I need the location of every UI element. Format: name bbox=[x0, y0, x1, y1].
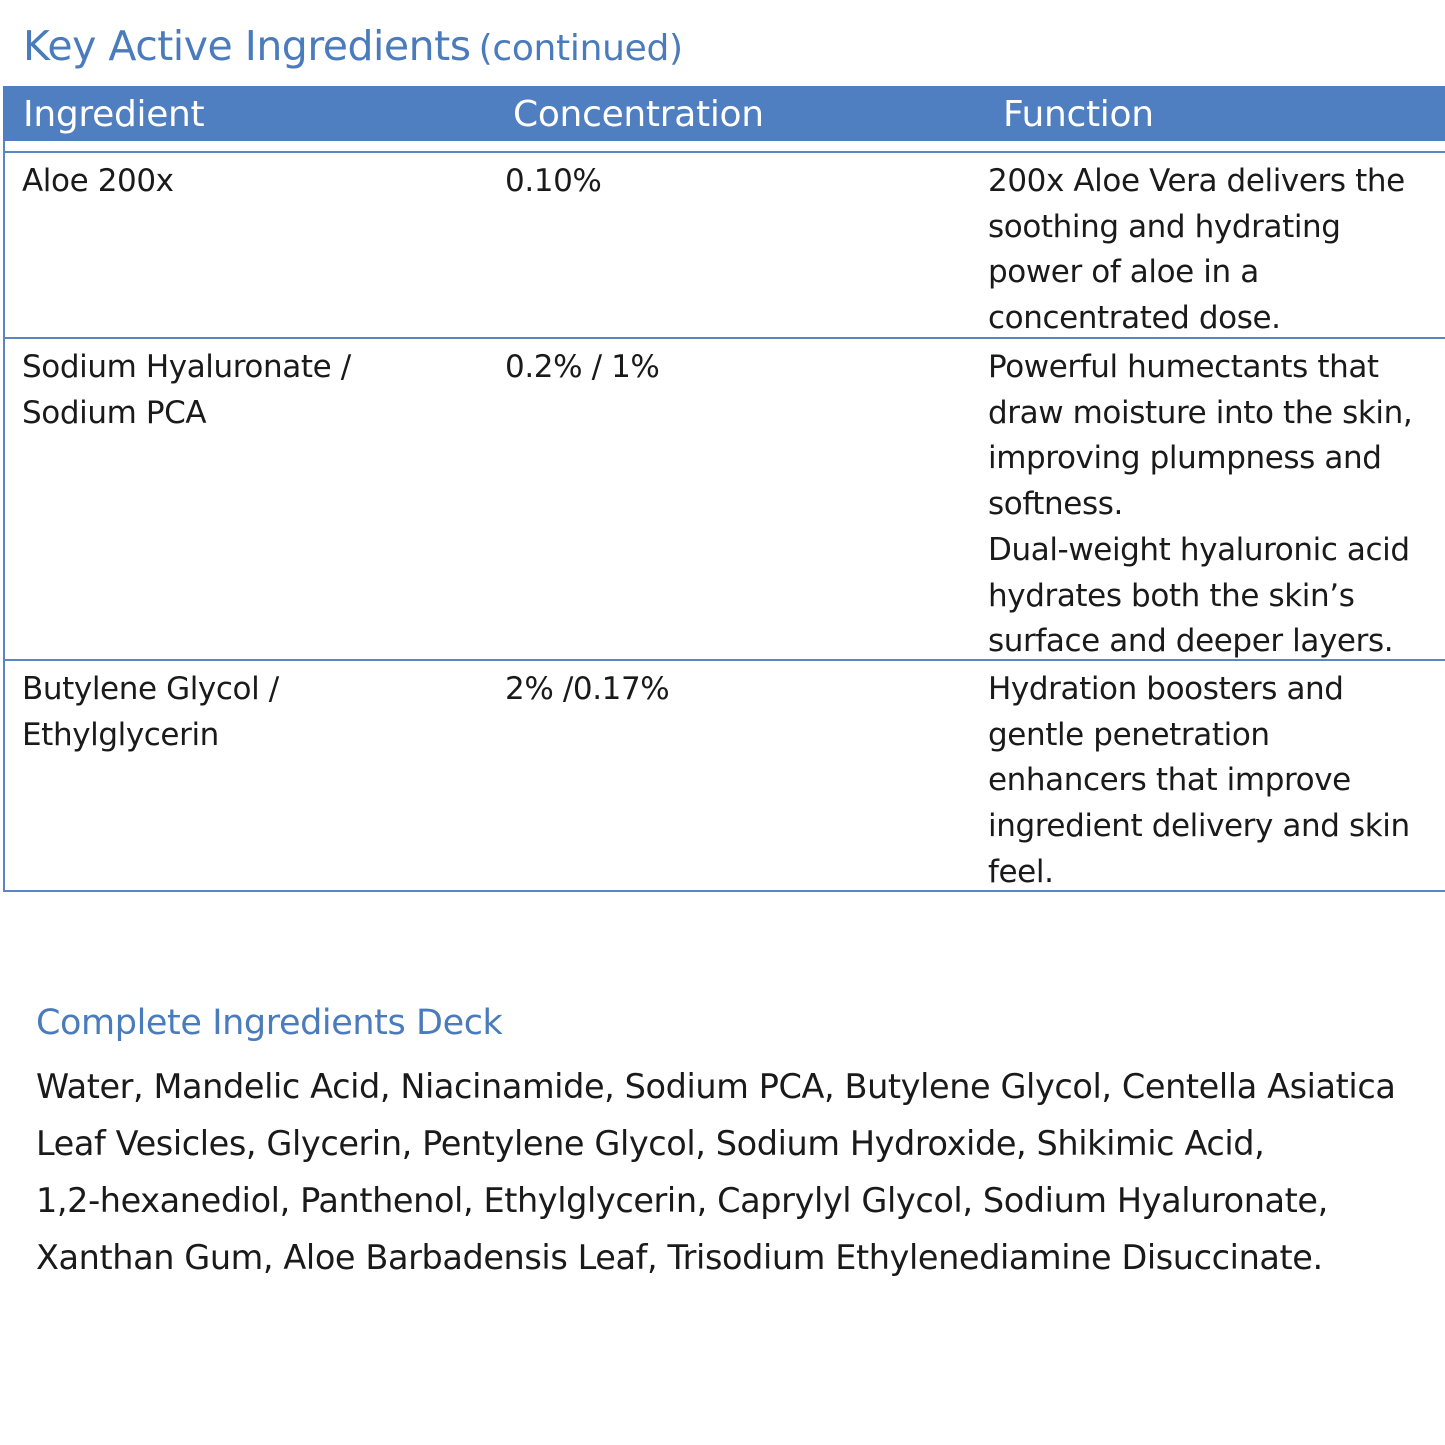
cell-function bbox=[988, 345, 1443, 665]
cell-text-line: ingredient delivery and skin bbox=[988, 808, 1410, 845]
cell-text-line: softness. bbox=[988, 486, 1123, 523]
table-header bbox=[3, 86, 1445, 141]
table-row bbox=[5, 153, 1445, 337]
cell-function bbox=[988, 667, 1443, 896]
deck-text-line: 1,2-hexanediol, Panthenol, Ethylglycerin, Caprylyl Glycol, Sodium Hyaluronate, bbox=[36, 1181, 1328, 1220]
column-header-function: Function bbox=[1003, 94, 1154, 135]
cell-text-line: Aloe 200x bbox=[22, 163, 174, 199]
cell-ingredient bbox=[22, 345, 482, 436]
cell-text-line: power of aloe in a bbox=[988, 254, 1259, 291]
column-header-ingredient: Ingredient bbox=[23, 94, 205, 135]
cell-text-line: Hydration boosters and bbox=[988, 671, 1344, 707]
cell-text-line: 2% /0.17% bbox=[505, 671, 670, 707]
deck-text-line: Water, Mandelic Acid, Niacinamide, Sodium PCA, Butylene Glycol, Centella Asiatica bbox=[36, 1067, 1396, 1106]
cell-text-line: Powerful humectants that bbox=[988, 349, 1379, 385]
section-title bbox=[23, 22, 683, 70]
column-header-concentration: Concentration bbox=[513, 94, 764, 135]
deck-text-line: Leaf Vesicles, Glycerin, Pentylene Glycol, Sodium Hydroxide, Shikimic Acid, bbox=[36, 1124, 1265, 1163]
cell-text-line: draw moisture into the skin, bbox=[988, 394, 1413, 431]
cell-concentration bbox=[505, 345, 945, 391]
cell-text-line: enhancers that improve bbox=[988, 762, 1351, 799]
cell-text-line: feel. bbox=[988, 853, 1054, 890]
cell-ingredient bbox=[22, 159, 482, 205]
cell-text-line: 0.10% bbox=[505, 163, 602, 199]
table-row bbox=[5, 339, 1445, 659]
ingredients-deck-title: Complete Ingredients Deck bbox=[36, 1003, 503, 1043]
deck-text-line: Xanthan Gum, Aloe Barbadensis Leaf, Trisodium Ethylenediamine Disuccinate. bbox=[36, 1238, 1323, 1277]
cell-text-line: surface and deeper layers. bbox=[988, 623, 1394, 660]
cell-text-line: Sodium Hyaluronate / bbox=[22, 349, 351, 385]
cell-concentration bbox=[505, 667, 945, 713]
cell-function bbox=[988, 159, 1443, 342]
section-title-continued: (continued) bbox=[478, 28, 683, 69]
table-row bbox=[5, 661, 1445, 890]
cell-text-line: 0.2% / 1% bbox=[505, 349, 660, 385]
cell-text-line: improving plumpness and bbox=[988, 440, 1382, 477]
cell-ingredient bbox=[22, 667, 482, 758]
cell-text-line: Ethylglycerin bbox=[22, 716, 219, 753]
cell-text-line: Dual-weight hyaluronic acid bbox=[988, 531, 1410, 568]
cell-text-line: gentle penetration bbox=[988, 716, 1270, 753]
cell-concentration bbox=[505, 159, 945, 205]
section-title-main: Key Active Ingredients bbox=[23, 22, 471, 70]
cell-text-line: hydrates both the skin’s bbox=[988, 577, 1355, 614]
cell-text-line: Butylene Glycol / bbox=[22, 671, 279, 707]
cell-text-line: concentrated dose. bbox=[988, 300, 1281, 337]
ingredients-table bbox=[3, 86, 1445, 892]
ingredients-deck-text bbox=[36, 1058, 1436, 1286]
cell-text-line: soothing and hydrating bbox=[988, 208, 1341, 245]
cell-text-line: Sodium PCA bbox=[22, 394, 207, 431]
cell-text-line: 200x Aloe Vera delivers the bbox=[988, 163, 1405, 199]
